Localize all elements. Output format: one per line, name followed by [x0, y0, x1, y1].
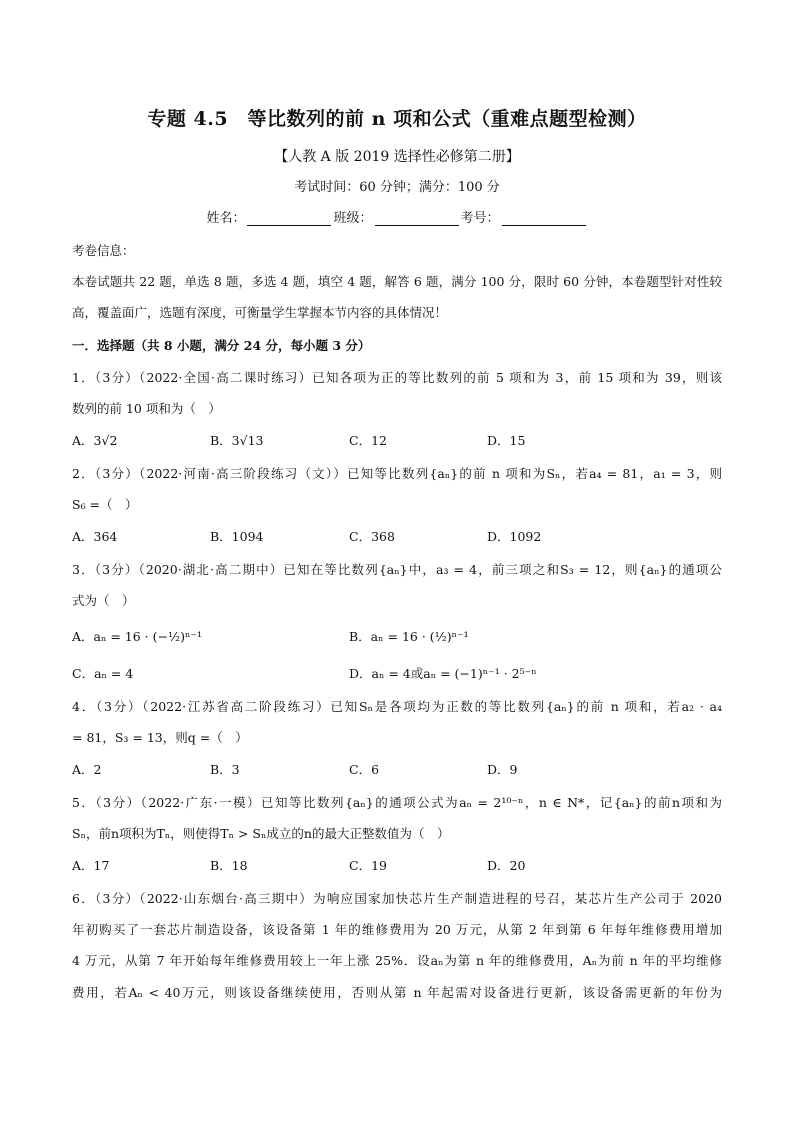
student-info-row	[0, 207, 794, 226]
info-line-2: 高，覆盖面广，选题有深度，可衡量学生掌握本节内容的具体情况！	[72, 305, 448, 320]
q1-option-b: B．3√13	[210, 433, 264, 448]
q2-line-1: 2．（3分）（2022·河南·高三阶段练习（文））已知等比数列{aₙ}的前 n 项和为Sₙ，若a₄ = 81，a₁ = 3，则	[72, 466, 722, 481]
class-label: 班级：	[333, 211, 373, 226]
q4-option-c: C．6	[349, 762, 380, 777]
q1-option-a: A．3√2	[72, 433, 118, 448]
q2-options	[72, 527, 732, 545]
class-blank[interactable]	[375, 211, 459, 226]
q5-line-1: 5．（3分）（2022·广东·一模）已知等比数列{aₙ}的通项公式为aₙ = 2¹⁰⁻ⁿ，n ∈ N*，记{aₙ}的前n项和为	[72, 795, 722, 810]
q4-option-a: A．2	[72, 762, 102, 777]
q6-line-1: 6．（3分）（2022·山东烟台·高三期中）为响应国家加快芯片生产制造进程的号召，某芯片生产公司于 2020	[72, 891, 722, 906]
q2-option-d: D．1092	[487, 529, 542, 544]
q4-option-d: D．9	[487, 762, 518, 777]
q5-option-b: B．18	[210, 858, 248, 873]
info-heading: 考卷信息：	[72, 243, 135, 258]
q1-options	[72, 431, 732, 449]
q3-option-b: B．aₙ = 16 · (½)ⁿ⁻¹	[349, 629, 469, 644]
name-label: 姓名：	[206, 211, 246, 226]
q2-line-2: S₆ =（ ）	[72, 497, 138, 512]
q4-line-2: = 81，S₃ = 13，则q =（ ）	[72, 730, 248, 745]
q5-option-a: A．17	[72, 858, 110, 873]
exam-time: 考试时间：60 分钟；满分：100 分	[294, 180, 500, 195]
q2-option-a: A．364	[72, 529, 118, 544]
q1-option-c: C．12	[349, 433, 387, 448]
q5-options	[72, 856, 732, 874]
q1-option-d: D．15	[487, 433, 526, 448]
q4-options	[72, 760, 732, 778]
q6-line-3: 4 万元，从第 7 年开始每年维修费用较上一年上涨 25%．设aₙ为第 n 年的维修费用，Aₙ为前 n 年的平均维修	[72, 953, 722, 968]
q5-option-d: D．20	[487, 858, 526, 873]
q3-line-2: 式为（ ）	[72, 593, 135, 608]
q5-option-c: C．19	[349, 858, 387, 873]
number-blank[interactable]	[502, 211, 586, 226]
number-label: 考号：	[460, 211, 500, 226]
q4-line-1: 4．（3分）（2022·江苏省高二阶段练习）已知Sₙ是各项均为正数的等比数列{aₙ}的前 n 项和，若a₂ · a₄	[72, 699, 722, 714]
q2-option-c: C．368	[349, 529, 395, 544]
q1-line-1: 1．（3分）（2022·全国·高二课时练习）已知各项为正的等比数列的前 5 项和为 3，前 15 项和为 39，则该	[72, 370, 722, 385]
q6-line-2: 年初购买了一套芯片制造设备，该设备第 1 年的维修费用为 20 万元，从第 2 年到第 6 年每年维修费用增加	[72, 922, 722, 937]
name-blank[interactable]	[247, 211, 331, 226]
q3-options-row-1	[72, 627, 732, 645]
q5-line-2: Sₙ，前n项积为Tₙ，则使得Tₙ > Sₙ成立的n的最大正整数值为（ ）	[72, 826, 450, 841]
q4-option-b: B．3	[210, 762, 240, 777]
section-heading: 一．选择题（共 8 小题，满分 24 分，每小题 3 分）	[72, 338, 371, 353]
q3-line-1: 3．（3分）（2020·湖北·高二期中）已知在等比数列{aₙ}中，a₃ = 4，前三项之和S₃ = 12，则{aₙ}的通项公	[72, 562, 722, 577]
q3-option-d: D．aₙ = 4或aₙ = (−1)ⁿ⁻¹ · 2⁵⁻ⁿ	[349, 666, 537, 681]
page-subtitle: 【人教 A 版 2019 选择性必修第二册】	[274, 149, 520, 165]
q3-options-row-2	[72, 664, 732, 682]
page-title: 专题 4.5 等比数列的前 n 项和公式（重难点题型检测）	[147, 108, 647, 130]
q2-option-b: B．1094	[210, 529, 264, 544]
q6-line-4: 费用，若Aₙ < 40万元，则该设备继续使用，否则从第 n 年起需对设备进行更新，该设备需更新的年份为	[72, 985, 722, 1000]
q3-option-c: C．aₙ = 4	[72, 666, 134, 681]
q1-line-2: 数列的前 10 项和为（ ）	[72, 401, 221, 416]
q3-option-a: A．aₙ = 16 · (−½)ⁿ⁻¹	[72, 629, 202, 644]
info-line-1: 本卷试题共 22 题，单选 8 题，多选 4 题，填空 4 题，解答 6 题，满分 100 分，限时 60 分钟，本卷题型针对性较	[72, 274, 722, 289]
